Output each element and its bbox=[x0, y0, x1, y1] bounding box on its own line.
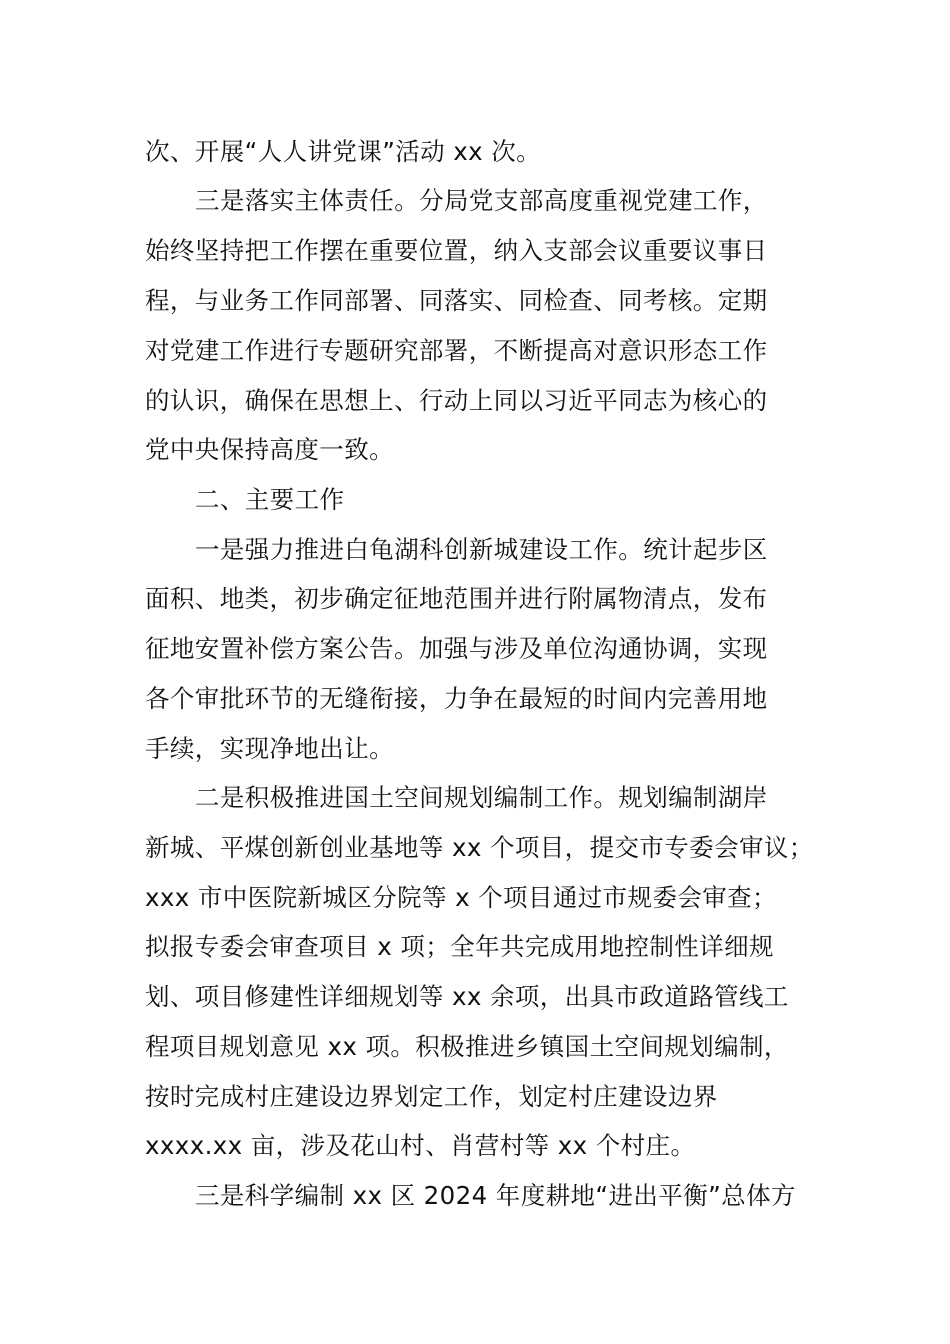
text-line: 按时完成村庄建设边界划定工作，划定村庄建设边界 bbox=[145, 1082, 718, 1111]
paragraph-start: 二是积极推进国土空间规划编制工作。规划编制湖岸 bbox=[195, 783, 768, 812]
text-line: 次、开展“人人讲党课”活动 xx 次。 bbox=[145, 137, 542, 166]
text-line: 征地安置补偿方案公告。加强与涉及单位沟通协调，实现 bbox=[145, 634, 768, 663]
section-heading: 二、主要工作 bbox=[195, 485, 345, 514]
text-line: 程项目规划意见 xx 项。积极推进乡镇国土空间规划编制， bbox=[145, 1032, 789, 1061]
text-line: 手续，实现净地出让。 bbox=[145, 734, 394, 763]
text-line: 划、项目修建性详细规划等 xx 余项，出具市政道路管线工 bbox=[145, 982, 789, 1011]
text-line: 始终坚持把工作摆在重要位置，纳入支部会议重要议事日 bbox=[145, 236, 768, 265]
paragraph-start: 一是强力推进白龟湖科创新城建设工作。统计起步区 bbox=[195, 535, 768, 564]
text-line: 党中央保持高度一致。 bbox=[145, 435, 394, 464]
paragraph-start: 三是落实主体责任。分局党支部高度重视党建工作， bbox=[195, 186, 768, 215]
text-line: 拟报专委会审查项目 x 项；全年共完成用地控制性详细规 bbox=[145, 932, 774, 961]
text-line: 的认识，确保在思想上、行动上同以习近平同志为核心的 bbox=[145, 386, 768, 415]
text-line: xxxx.xx 亩，涉及花山村、肖营村等 xx 个村庄。 bbox=[145, 1131, 696, 1160]
text-line: 对党建工作进行专题研究部署，不断提高对意识形态工作 bbox=[145, 336, 768, 365]
text-line: 面积、地类，初步确定征地范围并进行附属物清点，发布 bbox=[145, 584, 768, 613]
text-line: 新城、平煤创新创业基地等 xx 个项目，提交市专委会审议； bbox=[145, 833, 814, 862]
text-line: 各个审批环节的无缝衔接，力争在最短的时间内完善用地 bbox=[145, 684, 768, 713]
text-line: 程，与业务工作同部署、同落实、同检查、同考核。定期 bbox=[145, 286, 768, 315]
text-line: xxx 市中医院新城区分院等 x 个项目通过市规委会审查； bbox=[145, 883, 777, 912]
paragraph-start: 三是科学编制 xx 区 2024 年度耕地“进出平衡”总体方 bbox=[195, 1181, 796, 1210]
